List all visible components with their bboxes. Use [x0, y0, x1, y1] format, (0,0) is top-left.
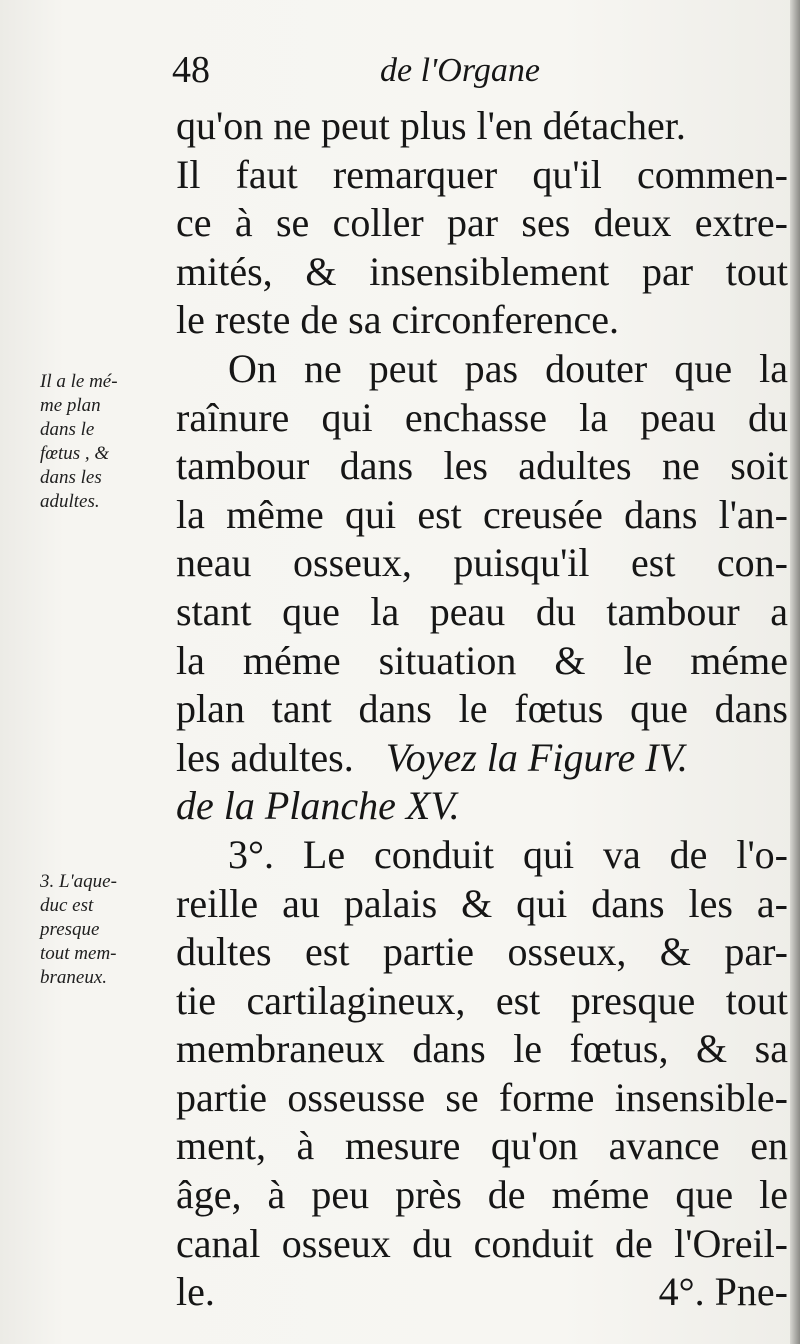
text-line: reille au palais & qui dans les a- [176, 880, 788, 926]
text-line: qu'on ne peut plus l'en détacher. [176, 103, 686, 148]
figure-reference: Voyez la Figure IV. [385, 734, 688, 780]
text-line: On ne peut pas douter que la [228, 345, 788, 391]
text-line: canal osseux du conduit de l'Oreil- [176, 1220, 788, 1266]
margin-note-2: 3. L'aque- duc est presque tout mem- braneux. [40, 871, 117, 988]
text-line: la méme situation & le méme [176, 637, 788, 683]
text-line: âge, à peu près de méme que le [176, 1172, 788, 1218]
text-line: partie osseusse se forme insensible- [176, 1074, 788, 1120]
text-line: raînure qui enchasse la peau du [176, 394, 788, 440]
text-line: ce à se coller par ses deux extre- [176, 200, 788, 246]
running-title: de l'Organe [380, 52, 540, 89]
text-line: dultes est partie osseux, & par- [176, 929, 788, 975]
catchword: 4°. Pne- [658, 1269, 788, 1315]
margin-note-1: Il a le mé- me plan dans le fœtus , & dans les adultes. [40, 371, 118, 512]
text-line: plan tant dans le fœtus que dans [176, 686, 788, 732]
text-line [176, 1268, 788, 1317]
text-line: neau osseux, puisqu'il est con- [176, 540, 788, 586]
text-line [176, 734, 788, 783]
text-line: membraneux dans le fœtus, & sa [176, 1026, 788, 1072]
text-line: la même qui est creusée dans l'an- [176, 491, 788, 537]
page-number: 48 [172, 49, 210, 91]
text-line: ment, à mesure qu'on avance en [176, 1123, 788, 1169]
text-segment: le. [176, 1269, 215, 1315]
main-text [176, 102, 788, 1317]
text-line: tie cartilagineux, est presque tout [176, 977, 788, 1023]
text-line: Il faut remarquer qu'il commen- [176, 151, 788, 197]
page-header [172, 48, 592, 98]
text-line: tambour dans les adultes ne soit [176, 443, 788, 489]
page-spine-edge [790, 0, 800, 1344]
text-line: le reste de sa circonference. [176, 297, 620, 343]
text-line: mités, & insensiblement par tout [176, 248, 788, 294]
text-line: de la Planche XV. [176, 783, 460, 829]
text-segment: les adultes. [176, 734, 354, 780]
text-line: 3°. Le conduit qui va de l'o- [228, 831, 788, 877]
text-line: stant que la peau du tambour a [176, 588, 788, 634]
